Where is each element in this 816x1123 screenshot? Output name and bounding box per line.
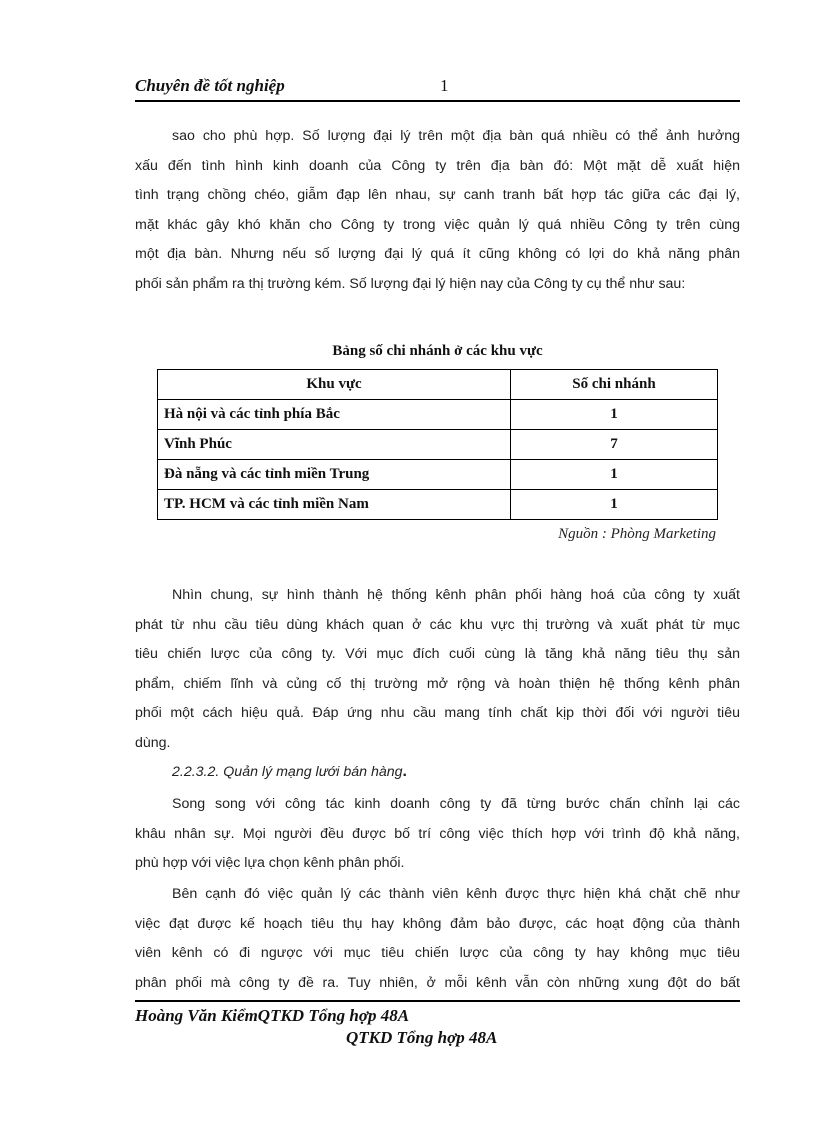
- footer-class: QTKD Tổng hợp 48A: [346, 1028, 498, 1047]
- column-header-count: Số chi nhánh: [511, 370, 718, 400]
- text-line: phân phối mà công ty đề ra. Tuy nhiên, ở mỗi kênh vẫn còn những xung đột do bất: [135, 974, 740, 991]
- text-line: một địa bàn. Nhưng nếu số lượng đại lý quá ít cũng không có lợi do khả năng phân: [135, 246, 740, 262]
- region-cell: TP. HCM và các tỉnh miền Nam: [158, 490, 511, 520]
- table-row: [158, 460, 718, 490]
- page-number: 1: [440, 76, 449, 95]
- paragraph-3: [135, 790, 740, 879]
- text-line: tình trạng chồng chéo, giẫm đạp lên nhau, sự canh tranh bất hợp tác giữa các đại lý,: [135, 187, 740, 203]
- count-cell: 7: [511, 430, 718, 460]
- count-cell: 1: [511, 490, 718, 520]
- text-line: Song song với công tác kinh doanh công ty đã từng bước chấn chỉnh lại các: [172, 796, 740, 812]
- table-row: [158, 430, 718, 460]
- text-line: viên kênh có đi ngược với mục tiêu chiến lược của công ty hay không mục tiêu: [135, 945, 740, 961]
- text-line: phối sản phẩm ra thị trường kém. Số lượng đại lý hiện nay của Công ty cụ thể như sau:: [135, 275, 686, 292]
- text-line: Nhìn chung, sự hình thành hệ thống kênh phân phối hàng hoá của công ty xuất: [172, 587, 740, 603]
- footer-author: Hoàng Văn KiểmQTKD Tổng hợp 48A: [135, 1006, 410, 1025]
- header-title: Chuyên đề tốt nghiệp: [135, 76, 285, 95]
- page-header: [135, 74, 740, 102]
- text-line: phối một cách hiệu quả. Đáp ứng nhu cầu mang tính chất kịp thời đối với người tiêu: [135, 705, 740, 721]
- section-subheading: [172, 763, 407, 781]
- region-cell: Vĩnh Phúc: [158, 430, 511, 460]
- paragraph-4: [135, 880, 740, 998]
- text-line: phù hợp với việc lựa chọn kênh phân phối.: [135, 855, 405, 871]
- text-line: phát từ nhu cầu tiêu dùng khách quan ở các khu vực thị trường và xuất phát từ mục: [135, 616, 740, 633]
- text-line: dùng.: [135, 734, 171, 751]
- subheading-text: 2.2.3.2. Quản lý mạng lưới bán hàng: [172, 764, 403, 780]
- text-line: tiêu chiến lược của công ty. Với mục đích cuối cùng là tăng khả năng tiêu thụ sản: [135, 646, 740, 662]
- text-line: việc đạt được kế hoạch tiêu thụ hay không đảm bảo được, các hoạt động của thành: [135, 915, 740, 932]
- region-cell: Đà nẵng và các tỉnh miền Trung: [158, 460, 511, 490]
- table-title: Bảng số chi nhánh ở các khu vực: [332, 343, 543, 359]
- paragraph-2: [135, 581, 740, 758]
- paragraph-1: [135, 122, 740, 299]
- branch-table: [157, 369, 718, 520]
- text-line: sao cho phù hợp. Số lượng đại lý trên một địa bàn quá nhiều có thể ảnh hưởng: [172, 128, 740, 144]
- table-row: [158, 400, 718, 430]
- text-line: phẩm, chiếm lĩnh và củng cố thị trường mở rộng và hoàn thiện hệ thống kênh phân: [135, 675, 740, 692]
- text-line: mặt khác gây khó khăn cho Công ty trong việc quản lý quá nhiều Công ty trên cùng: [135, 216, 740, 233]
- table-source-note: Nguồn : Phòng Marketing: [558, 526, 716, 542]
- text-line: xấu đến tình hình kinh doanh của Công ty trên địa bàn đó: Một mặt dễ xuất hiện: [135, 157, 740, 174]
- table-header-row: [158, 370, 718, 400]
- count-cell: 1: [511, 400, 718, 430]
- text-line: khâu nhân sự. Mọi người đều được bố trí công việc thích hợp với trình độ khả năng,: [135, 825, 740, 842]
- footer-divider: [135, 1000, 740, 1002]
- column-header-region: Khu vực: [158, 370, 511, 400]
- count-cell: 1: [511, 460, 718, 490]
- table-row: [158, 490, 718, 520]
- subheading-dot: .: [402, 763, 407, 780]
- region-cell: Hà nội và các tỉnh phía Bắc: [158, 400, 511, 430]
- text-line: Bên cạnh đó việc quản lý các thành viên kênh được thực hiện khá chặt chẽ như: [172, 886, 740, 902]
